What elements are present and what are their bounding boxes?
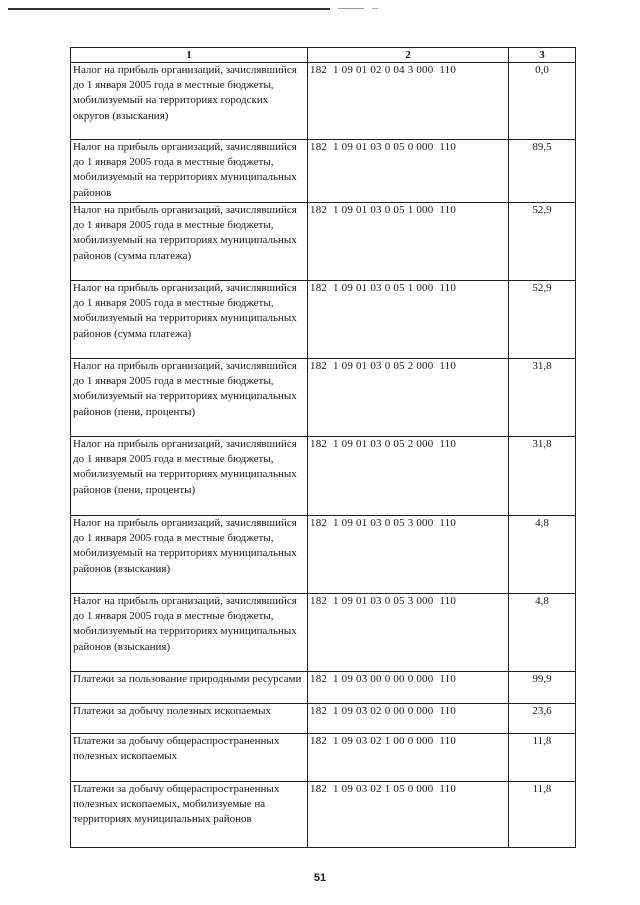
row-code: 182 1 09 03 02 1 00 0 000 110 — [308, 734, 509, 782]
row-name: Налог на прибыль организаций, зачислявшийся до 1 января 2005 года в местные бюджеты, мобилизуемый на территориях муниципальных районов (сумма платежа) — [71, 281, 308, 359]
table-row — [71, 782, 576, 848]
row-amount: 99,9 — [509, 672, 576, 704]
table-row — [71, 672, 576, 704]
table-row — [71, 140, 576, 203]
row-amount: 23,6 — [509, 704, 576, 734]
column-header-2: 2 — [308, 48, 509, 63]
row-code: 182 1 09 01 03 0 05 1 000 110 — [308, 203, 509, 281]
row-code: 182 1 09 01 03 0 05 1 000 110 — [308, 281, 509, 359]
column-header-1: 1 — [71, 48, 308, 63]
row-amount: 11,8 — [509, 734, 576, 782]
table-row — [71, 437, 576, 516]
row-code: 182 1 09 03 00 0 00 0 000 110 — [308, 672, 509, 704]
row-name: Налог на прибыль организаций, зачислявшийся до 1 января 2005 года в местные бюджеты, мобилизуемый на территориях муниципальных районов (взыскания) — [71, 516, 308, 594]
top-rule-fragment — [338, 8, 364, 9]
row-name: Налог на прибыль организаций, зачислявшийся до 1 января 2005 года в местные бюджеты, мобилизуемый на территориях муниципальных районов — [71, 140, 308, 203]
row-amount: 89,5 — [509, 140, 576, 203]
row-code: 182 1 09 01 03 0 05 2 000 110 — [308, 359, 509, 437]
top-rule — [8, 8, 330, 10]
table-row — [71, 203, 576, 281]
top-rule-fragment — [372, 8, 378, 9]
row-name: Платежи за пользование природными ресурсами — [71, 672, 308, 704]
row-amount: 4,8 — [509, 516, 576, 594]
row-name: Платежи за добычу общераспространенных полезных ископаемых, мобилизуемые на территориях муниципальных районов — [71, 782, 308, 848]
row-code: 182 1 09 03 02 0 00 0 000 110 — [308, 704, 509, 734]
row-name: Налог на прибыль организаций, зачислявшийся до 1 января 2005 года в местные бюджеты, мобилизуемый на территориях муниципальных районов (сумма платежа) — [71, 203, 308, 281]
table-row — [71, 281, 576, 359]
row-name: Налог на прибыль организаций, зачислявшийся до 1 января 2005 года в местные бюджеты, мобилизуемый на территориях городских округов (взыскания) — [71, 63, 308, 140]
column-header-3: 3 — [509, 48, 576, 63]
row-name: Налог на прибыль организаций, зачислявшийся до 1 января 2005 года в местные бюджеты, мобилизуемый на территориях муниципальных районов (взыскания) — [71, 594, 308, 672]
budget-table — [70, 47, 576, 848]
row-code: 182 1 09 01 03 0 05 0 000 110 — [308, 140, 509, 203]
table-row — [71, 734, 576, 782]
table-row — [71, 359, 576, 437]
row-code: 182 1 09 03 02 1 05 0 000 110 — [308, 782, 509, 848]
table-row — [71, 594, 576, 672]
table-row — [71, 516, 576, 594]
row-amount: 4,8 — [509, 594, 576, 672]
row-amount: 52,9 — [509, 203, 576, 281]
page-number: 51 — [313, 872, 327, 884]
row-name: Платежи за добычу полезных ископаемых — [71, 704, 308, 734]
table-row — [71, 63, 576, 140]
row-amount: 52,9 — [509, 281, 576, 359]
row-amount: 11,8 — [509, 782, 576, 848]
row-amount: 0,0 — [509, 63, 576, 140]
row-code: 182 1 09 01 02 0 04 3 000 110 — [308, 63, 509, 140]
table-row — [71, 704, 576, 734]
row-code: 182 1 09 01 03 0 05 3 000 110 — [308, 594, 509, 672]
row-name: Платежи за добычу общераспространенных полезных ископаемых — [71, 734, 308, 782]
row-code: 182 1 09 01 03 0 05 3 000 110 — [308, 516, 509, 594]
row-amount: 31,8 — [509, 359, 576, 437]
row-code: 182 1 09 01 03 0 05 2 000 110 — [308, 437, 509, 516]
row-amount: 31,8 — [509, 437, 576, 516]
row-name: Налог на прибыль организаций, зачислявшийся до 1 января 2005 года в местные бюджеты, мобилизуемый на территориях муниципальных районов (пени, проценты) — [71, 359, 308, 437]
table-header-row — [71, 48, 576, 63]
row-name: Налог на прибыль организаций, зачислявшийся до 1 января 2005 года в местные бюджеты, мобилизуемый на территориях муниципальных районов (пени, проценты) — [71, 437, 308, 516]
